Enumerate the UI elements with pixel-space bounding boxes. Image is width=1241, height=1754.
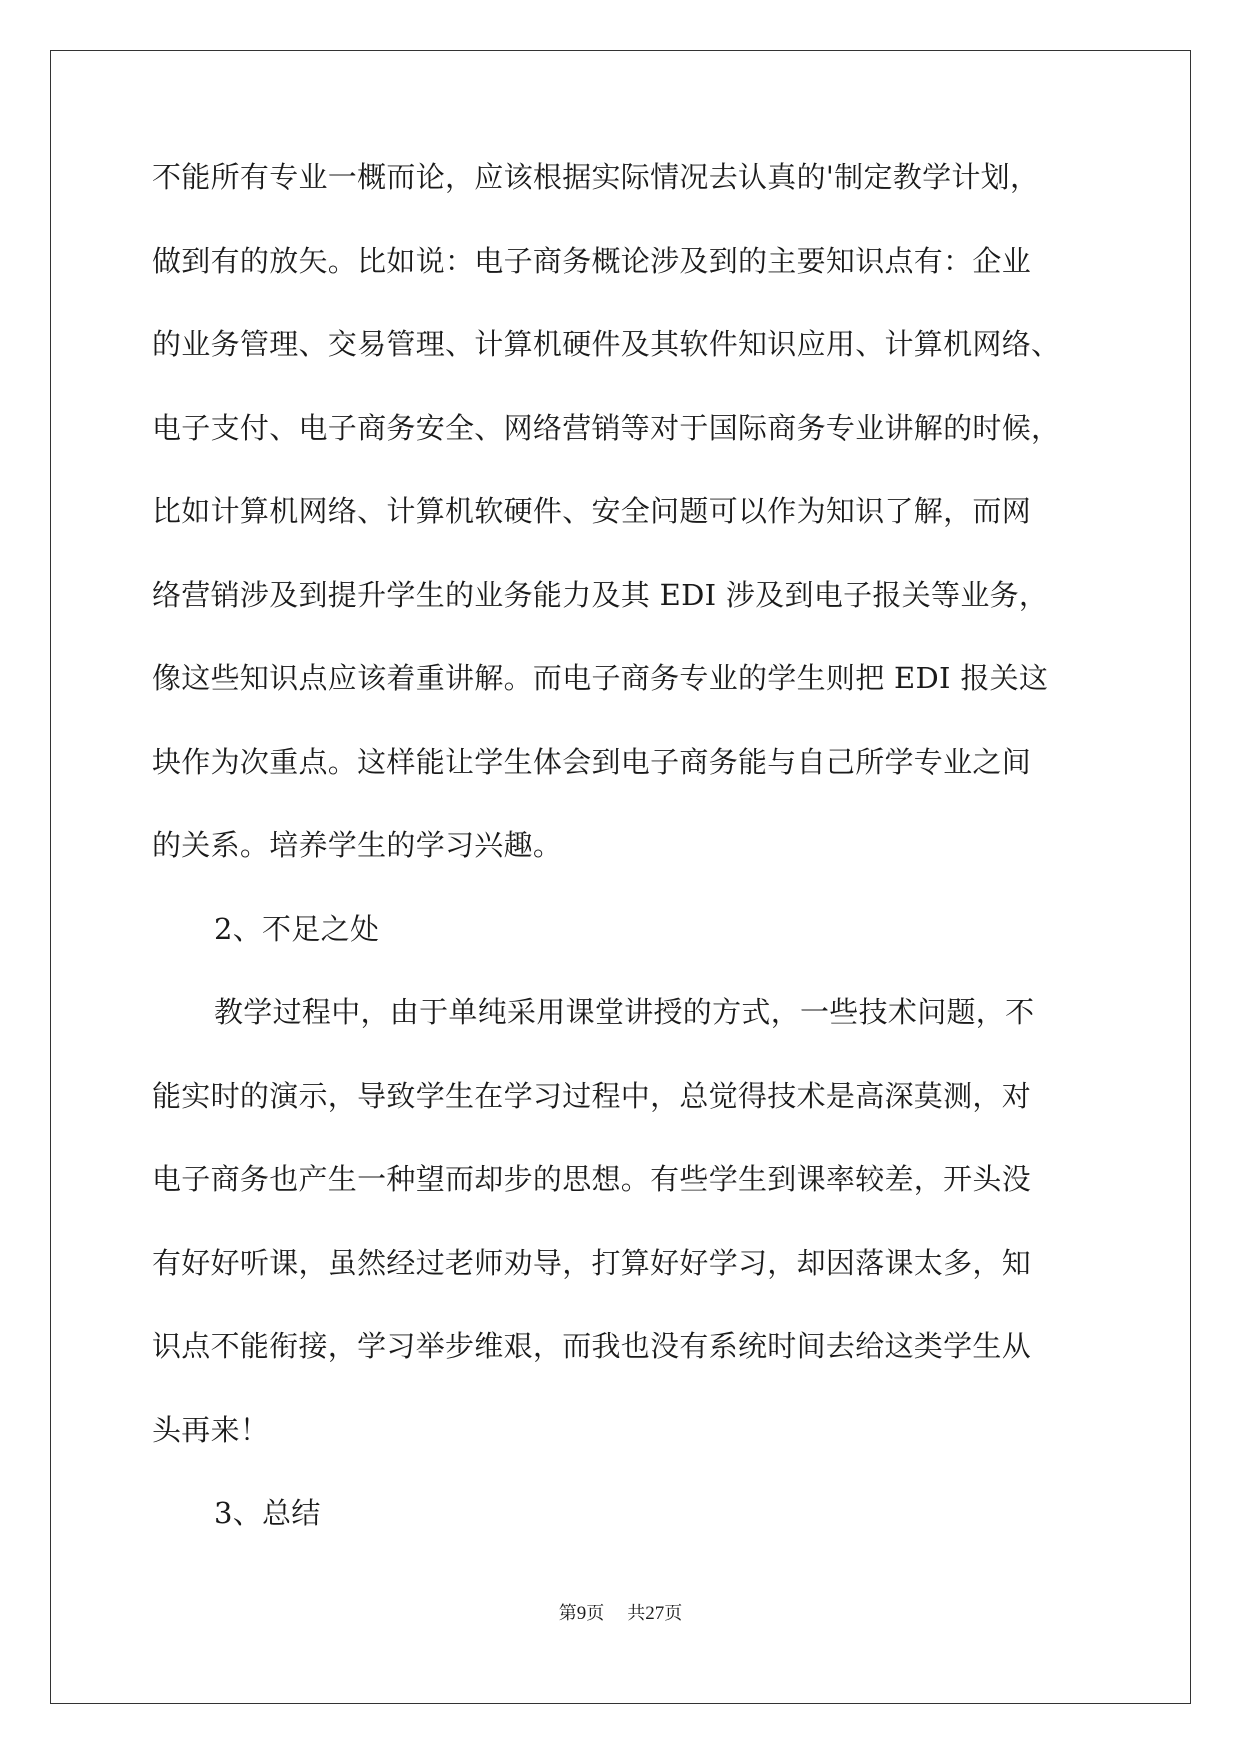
text-line: 能实时的演示，导致学生在学习过程中，总觉得技术是高深莫测，对 — [152, 1078, 1032, 1113]
text-line: 电子支付、电子商务安全、网络营销等对于国际商务专业讲解的时候， — [152, 410, 1061, 445]
footer-prefix: 第 — [558, 1603, 577, 1624]
page-footer — [0, 1602, 1241, 1626]
text-line: 像这些知识点应该着重讲解。而电子商务专业的学生则把 EDI 报关这 — [152, 661, 1049, 695]
text-line: 有好好听课，虽然经过老师劝导，打算好好学习，却因落课太多，知 — [152, 1245, 1032, 1280]
text-line: 不能所有专业一概而论，应该根据实际情况去认真的'制定教学计划， — [152, 160, 1040, 194]
total-page-count: 27 — [645, 1603, 665, 1624]
text-line: 络营销涉及到提升学生的业务能力及其 EDI 涉及到电子报关等业务， — [152, 577, 1049, 612]
text-line: 头再来！ — [152, 1412, 270, 1447]
footer-total-suffix: 页 — [664, 1603, 683, 1624]
text-line: 做到有的放矢。比如说：电子商务概论涉及到的主要知识点有：企业 — [152, 243, 1032, 278]
text-line: 的业务管理、交易管理、计算机硬件及其软件知识应用、计算机网络、 — [152, 327, 1061, 361]
text-line: 比如计算机网络、计算机软硬件、安全问题可以作为知识了解，而网 — [152, 494, 1032, 528]
text-line: 块作为次重点。这样能让学生体会到电子商务能与自己所学专业之间 — [152, 744, 1032, 779]
section-heading-summary: 3、总结 — [214, 1496, 321, 1530]
footer-total-prefix: 共 — [627, 1603, 646, 1624]
document-body — [152, 152, 1092, 1572]
footer-page-suffix: 页 — [586, 1603, 605, 1624]
section-heading-shortcomings: 2、不足之处 — [214, 911, 380, 946]
text-line: 的关系。培养学生的学习兴趣。 — [152, 828, 563, 862]
text-line: 电子商务也产生一种望而却步的思想。有些学生到课率较差，开头没 — [152, 1162, 1032, 1196]
current-page-number: 9 — [576, 1603, 587, 1624]
paragraph-first-line: 教学过程中，由于单纯采用课堂讲授的方式，一些技术问题，不 — [214, 995, 1035, 1029]
text-line: 识点不能衔接，学习举步维艰，而我也没有系统时间去给这类学生从 — [152, 1329, 1032, 1363]
